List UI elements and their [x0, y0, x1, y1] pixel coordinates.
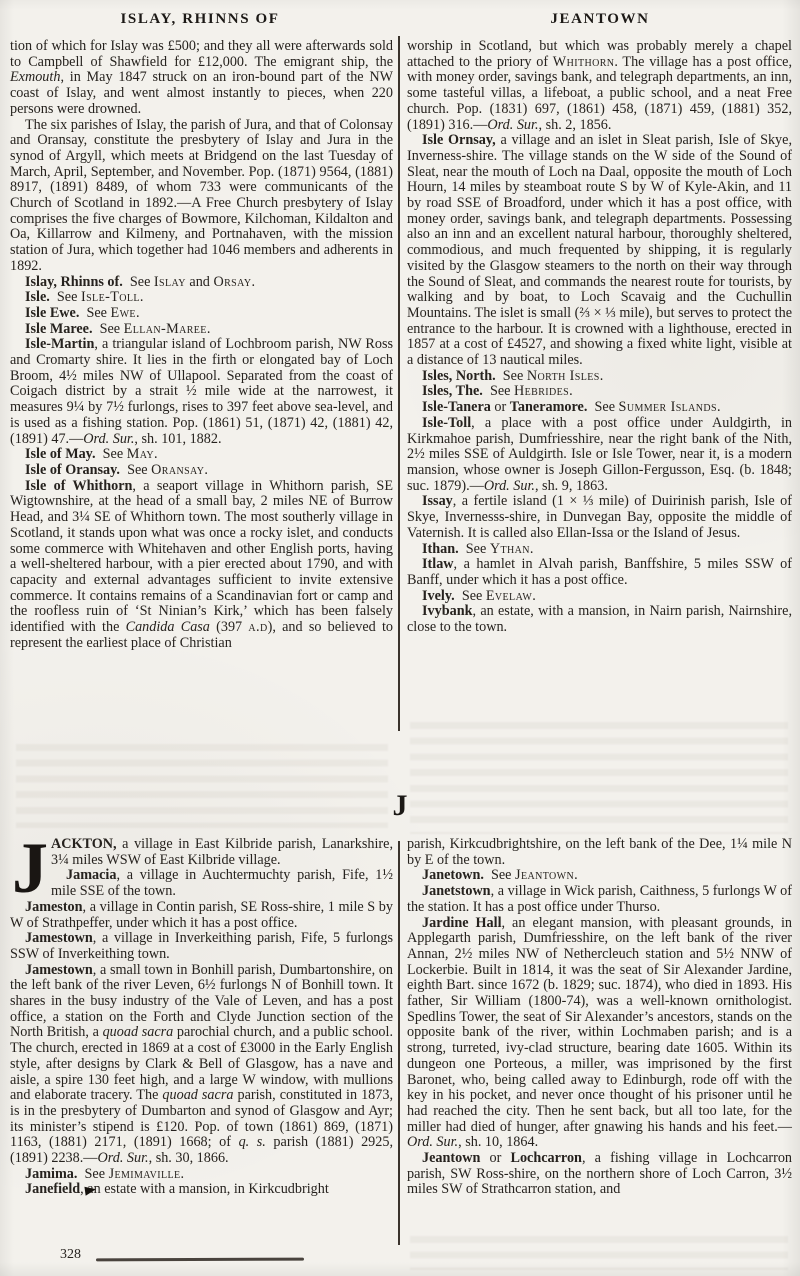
text-segment: Isle Ornsay,: [422, 132, 496, 149]
text-segment: Isle of May.: [25, 446, 96, 463]
bleed-through-ghost: [410, 722, 788, 834]
text-segment: See: [122, 273, 154, 290]
top-right-column: [407, 39, 792, 636]
text-segment: .: [180, 1165, 185, 1182]
entry-paragraph: [407, 868, 792, 884]
text-segment: a.d: [248, 619, 268, 636]
bleed-through-ghost: [410, 1236, 788, 1270]
text-segment: , in May 1847 struck on an iron-bound part of the NW coast of Islay, and went almost instantly to pieces, when 220 persons were drowned.: [10, 69, 393, 117]
entry-paragraph: [407, 837, 792, 868]
entry-paragraph: [407, 604, 792, 635]
text-segment: Isle of Whithorn: [25, 477, 133, 494]
text-segment: or: [490, 399, 510, 416]
text-segment: parish, Kirkcudbrightshire, on the left bank of the Dee, 1¼ mile N by E of the town.: [407, 836, 792, 868]
text-segment: See: [92, 320, 124, 337]
text-segment: Isle-Tanera: [422, 399, 491, 416]
entry-paragraph: [407, 39, 792, 133]
text-segment: Islay: [153, 273, 186, 290]
text-segment: , a fertile island (1 × ⅓ mile) of Duirinish parish, Isle of Skye, Invernesss-shire, in Dunvegan Bay, opposite the middle of Vaternish. It is called also Ellan-Issa or the Island of Jesus.: [407, 493, 792, 541]
text-segment: Isle of Oransay.: [25, 461, 120, 478]
text-segment: Isle.: [25, 289, 50, 306]
text-segment: Jeantown: [515, 867, 575, 884]
text-segment: Isle-Toll: [80, 289, 140, 306]
entry-paragraph: [10, 118, 393, 275]
entry-paragraph: [10, 306, 393, 322]
text-segment: Ord. Sur.: [407, 1134, 459, 1151]
entry-paragraph: [10, 963, 393, 1167]
text-segment: .: [154, 446, 158, 463]
drop-cap: J: [12, 828, 48, 908]
entry-paragraph: [407, 557, 792, 588]
text-segment: .: [532, 587, 536, 604]
entry-paragraph: [407, 369, 792, 385]
text-segment: , a village in Contin parish, SE Ross-shire, 1 mile S by W of Strathpeffer, under which it has a post office.: [10, 898, 393, 931]
text-segment: a village in East Kilbride parish, Lanarkshire, 3¼ miles WSW of East Kilbride village.: [51, 836, 393, 868]
text-segment: .: [717, 399, 721, 416]
entry-paragraph: [407, 884, 792, 915]
text-segment: , a small town in Bonhill parish, Dumbartonshire, on the left bank of the river Leven, 6½ furlongs N of Bonhill town. It shares in the busy industry of the Vale of Leven, and has a post office, a station on the Forth and Clyde Junction section of the North British, a: [10, 961, 393, 1041]
text-segment: , a fishing village in Lochcarron parish, SW Ross-shire, on the northern shore of Loch Carron, 3½ miles SW of Strathcarron station, and: [407, 1150, 793, 1198]
text-segment: Isles, The.: [422, 383, 483, 400]
entry-paragraph: [10, 479, 393, 652]
bleed-through-ghost: [16, 744, 388, 828]
text-segment: Janetstown: [422, 883, 491, 900]
text-segment: Jamestown: [25, 961, 93, 978]
text-segment: (397: [209, 619, 249, 636]
text-segment: Ord. Sur.: [487, 116, 539, 133]
text-segment: Issay: [422, 493, 453, 510]
text-segment: q. s.: [238, 1134, 266, 1151]
running-head-left: ISLAY, RHINNS OF: [120, 11, 280, 27]
entry-paragraph: [10, 1182, 393, 1198]
text-segment: Ord. Sur.: [83, 430, 135, 447]
entry-paragraph: [407, 400, 792, 416]
text-segment: Isle Maree.: [25, 320, 93, 337]
text-segment: quoad sacra: [162, 1087, 234, 1104]
text-segment: Ythan: [489, 540, 530, 557]
text-segment: tion of which for Islay was £500; and they all were afterwards sold to Campbell of Shawfield for £12,000. The emigrant ship, the: [10, 38, 393, 70]
text-segment: Whithorn: [552, 53, 615, 70]
text-segment: , a hamlet in Alvah parish, Banffshire, 5 miles SSW of Banff, under which it has a post office.: [407, 556, 792, 588]
text-segment: , a village in Wick parish, Caithness, 5 furlongs W of the station. It has a post office under Thurso.: [407, 883, 792, 915]
top-left-column: [10, 39, 393, 651]
text-segment: Candida Casa: [125, 619, 210, 636]
text-segment: and: [185, 273, 214, 290]
text-segment: Orsay: [213, 273, 252, 290]
text-segment: .: [135, 304, 140, 321]
text-segment: See: [483, 867, 516, 884]
bottom-right-column: [407, 837, 792, 1198]
text-segment: .: [206, 320, 211, 337]
text-segment: Janefield: [25, 1181, 81, 1198]
entry-paragraph: [407, 1151, 792, 1198]
text-segment: Isle Ewe.: [25, 304, 80, 321]
entry-paragraph: [10, 463, 393, 479]
text-segment: See: [458, 540, 490, 557]
text-segment: Jameston: [25, 898, 83, 915]
text-segment: Exmouth: [10, 69, 61, 86]
text-segment: , sh. 101, 1882.: [134, 430, 222, 447]
text-segment: Jamestown: [25, 930, 93, 947]
text-segment: Oransay: [151, 461, 205, 478]
entry-paragraph: [10, 337, 393, 447]
text-segment: May: [126, 446, 155, 463]
text-segment: Ewe: [110, 304, 136, 321]
text-segment: North Isles: [526, 367, 600, 384]
entry-paragraph: [10, 868, 393, 899]
scan-streak-artifact: [96, 1258, 304, 1262]
text-segment: ), and so believed to represent the earliest place of Christian: [10, 619, 393, 651]
entry-paragraph: [10, 39, 393, 118]
text-segment: Ord. Sur.: [483, 477, 535, 494]
text-segment: .: [251, 273, 255, 290]
cursor-artifact: [84, 1185, 96, 1195]
text-segment: .: [569, 383, 573, 400]
text-segment: Lochcarron: [510, 1150, 582, 1167]
entry-paragraph: [10, 931, 393, 962]
text-segment: Jamacia: [66, 867, 117, 884]
text-segment: See: [77, 1165, 109, 1182]
running-head-right: JEANTOWN: [550, 11, 650, 27]
text-segment: parish (1881) 2925, (1891) 2238.—: [10, 1134, 394, 1167]
entry-paragraph: [10, 1167, 393, 1183]
text-segment: Itlaw: [422, 556, 454, 573]
text-segment: See: [119, 461, 152, 478]
text-segment: , sh. 2, 1856.: [538, 116, 612, 133]
text-segment: Jeantown: [422, 1150, 481, 1167]
text-segment: , a place with a post office under Auldgirth, in Kirkmahoe parish, Dumfriesshire, near the right bank of the Nith, 2½ miles SSE of Auldgirth. Isle or Isle Tower, near it, is a modern mansion, whose owner is Joseph Gillon-Fergusson, Esq. (b. 1848; suc. 1879).—: [407, 414, 792, 494]
text-segment: , sh. 30, 1866.: [148, 1150, 229, 1167]
entry-paragraph: [10, 322, 393, 338]
text-segment: Summer Islands: [618, 399, 717, 416]
column-divider-top: [398, 36, 400, 731]
text-segment: Jamima.: [25, 1165, 78, 1182]
column-divider-bottom: [398, 841, 400, 1245]
entry-paragraph: [407, 133, 792, 369]
text-segment: worship in Scotland, but which was probably merely a chapel attached to the priory of: [407, 38, 792, 70]
text-segment: , an estate, with a mansion, in Nairn parish, Nairnshire, close to the town.: [407, 603, 792, 636]
text-segment: Islay, Rhinns of.: [25, 273, 123, 290]
page-number: 328: [60, 1247, 81, 1262]
text-segment: Janetown.: [422, 867, 484, 884]
entry-paragraph: [407, 542, 792, 558]
entry-paragraph: [10, 447, 393, 463]
text-segment: Isle-Toll: [422, 414, 472, 431]
text-segment: Jemimaville: [108, 1165, 181, 1182]
text-segment: , sh. 9, 1863.: [534, 477, 608, 494]
text-segment: , a seaport village in Whithorn parish, SE Wigtownshire, at the head of a small bay, 2 miles NE of Burrow Head, and 3¼ SE of Whithorn town. The most southerly village in Scotland, it stands upon what was once a rocky islet, and conducts some commerce with Whitehaven and other English ports, having a well-sheltered harbour, with a pier erected about 1790, and with capacity and external advantages sufficient to invite extensive commerce. It contains remains of a Scandinavian fort or camp and the roofless ruin of ‘St Ninian’s Kirk,’ which has been falsely identified with the: [10, 477, 393, 636]
text-segment: quoad sacra: [102, 1024, 174, 1041]
text-segment: , sh. 10, 1864.: [458, 1134, 539, 1151]
text-segment: Ithan.: [422, 540, 459, 557]
text-segment: Jardine Hall: [422, 914, 502, 931]
text-segment: ACKTON,: [51, 836, 117, 852]
entry-paragraph: [407, 416, 792, 495]
text-segment: Isles, North.: [422, 367, 496, 384]
text-segment: . The village has a post office, with money order, savings bank, and telegraph departments, an inn, some tasteful villas, a lifeboat, a public school, and a neat Free church. Pop. (1831) 697, (1861) 458, (1871) 459, (1881) 352, (1891) 316.—: [407, 53, 792, 133]
text-segment: or: [480, 1150, 511, 1167]
text-segment: , an elegant mansion, with pleasant grounds, in Applegarth parish, Dumfriesshire, on the left bank of the river Annan, 2½ miles NW of Nethercleuch station and 5½ NNW of Lockerbie. Built in 1814, it was the seat of Sir Alexander Jardine, eighth Bart. since 1672 (b. 1829; suc. 1874), who died in 1893. His father, Sir William (1800-74), was a well-known ornithologist. Spedlins Tower, the seat of Sir Alexander’s ancestors, stands on the opposite bank of the river, within Lochmaben parish; and is a strong, turreted, ivy-clad structure, bearing date 1605. Within its dungeon one Porteous, a miller, was imprisoned by the first Baronet, who, being called away to Edinburgh, rode off with the key in his pocket, and never once thought of his prisoner until he had reached the city. Then he sent back, but all too late, for the miller had died of hunger, after gnawing his hands and his feet.—: [407, 914, 792, 1135]
text-segment: , a village in Auchtermuchty parish, Fife, 1½ mile SSE of the town.: [51, 867, 393, 900]
text-segment: See: [495, 367, 527, 384]
text-segment: The six parishes of Islay, the parish of Jura, and that of Colonsay and Oransay, constitute the presbytery of Islay and Jura in the synod of Argyll, which meets at Bridgend on the last Tuesday of March, April, September, and November. Pop. (1871) 9564, (1881) 8917, (1891) 8489, of whom 733 were communicants of the Church of Scotland in 1892.—A Free Church presbytery of Islay comprises the five charges of Bowmore, Kilchoman, Kildalton and Oa, Killarrow and Kilmeny, and Portnahaven, with the mission station of Jura, which together had 1046 members and adherents in 1892.: [10, 116, 393, 274]
text-segment: .: [529, 540, 534, 557]
text-segment: , a triangular island of Lochbroom parish, NW Ross and Cromarty shire. It lies in the firth or elongated bay of Loch Broom, 4½ miles NW of Ullapool. Separated from the coast of Coigach district by a strait ½ mile wide at the narrowest, it measures 9¼ by 7½ furlongs, rises to 397 feet above sea-level, and is used as a fishing station. Pop. (1861) 51, (1871) 42, (1881) 42, (1891) 47.—: [10, 336, 393, 447]
text-segment: Hebrides: [513, 383, 570, 400]
text-segment: Ively.: [422, 587, 455, 604]
text-segment: , a village in Inverkeithing parish, Fife, 5 furlongs SSW of Inverkeithing town.: [10, 930, 393, 962]
text-segment: parochial church, and a public school. The church, erected in 1869 at a cost of £3000 in the Early English style, after designs by Clark & Bell of Glasgow, has a nave and aisle, a spire 130 feet high, and a large W window, with mullions and elaborate tracery. The: [10, 1024, 394, 1104]
text-segment: .: [139, 289, 144, 306]
text-segment: .: [574, 867, 578, 884]
bottom-left-column: [10, 828, 394, 1198]
text-segment: See: [482, 383, 514, 400]
entry-paragraph: [407, 384, 792, 400]
entry-paragraph: [407, 494, 792, 541]
text-segment: parish, constituted in 1873, is in the presbytery of Dumbarton and synod of Glasgow and Ayr; its minister’s stipend is £120. Pop. of town (1861) 869, (1871) 1163, (1881) 2171, (1891) 1668; of: [10, 1087, 393, 1151]
text-segment: Taneramore.: [509, 399, 588, 416]
text-segment: See: [587, 399, 619, 416]
section-letter-j: J: [392, 789, 408, 822]
text-segment: a village and an islet in Sleat parish, Isle of Skye, Inverness-shire. The village stands on the W side of the Sound of Sleat, near the mouth of Loch na Daal, opposite the mouth of Loch Hourn, 14 miles by steamboat route S by W of Kyle-Akin, and 11 by road SSE of Broadford, under which it has a post office, with money order, savings bank, and telegraph departments. Possessing also an inn and an excellent natural harbour, thoroughly sheltered, commodious, and much frequented by shipping, it is regularly visited by the Glasgow steamers to the north on their way through the Sound of Sleat, and commands the nearest route for tourists, by walking and by boat, to Loch Scavaig and the Cuchullin Mountains. The islet is small (⅔ × ⅓ mile), but serves to protect the entrance to the harbour. It is crowned with a lighthouse, erected in 1857 at a cost of £4527, and showing a fixed white light, visible at a distance of 13 nautical miles.: [407, 132, 792, 369]
text-segment: See: [79, 304, 111, 321]
text-segment: Isle-Martin: [25, 336, 95, 353]
text-segment: Ord. Sur.: [97, 1150, 149, 1167]
text-segment: Evelaw: [485, 587, 533, 604]
text-segment: .: [204, 461, 208, 478]
text-segment: See: [95, 446, 127, 463]
text-segment: , an estate with a mansion, in Kirkcudbright: [80, 1181, 329, 1198]
entry-paragraph: [407, 916, 792, 1152]
text-segment: Ivybank: [422, 603, 473, 620]
text-segment: .: [599, 367, 604, 384]
entry-paragraph: [10, 275, 393, 291]
text-segment: See: [454, 587, 486, 604]
entry-paragraph: [10, 290, 393, 306]
text-segment: See: [49, 289, 81, 306]
entry-paragraph: [407, 589, 792, 605]
entry-paragraph: [10, 900, 393, 931]
text-segment: Ellan-Maree: [123, 320, 207, 337]
